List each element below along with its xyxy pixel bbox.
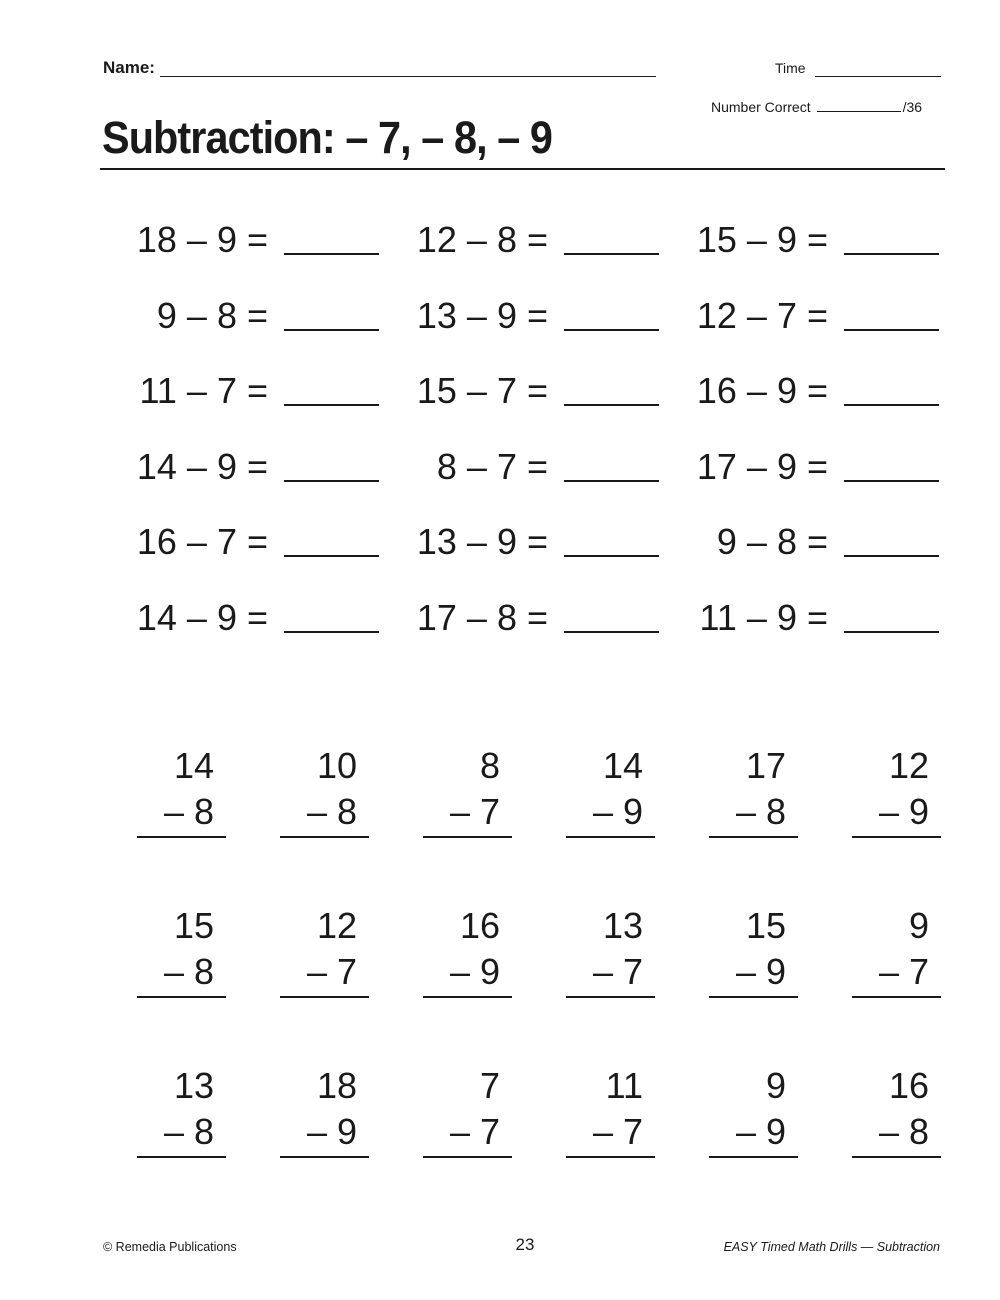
footer-copyright: © Remedia Publications (103, 1240, 237, 1254)
minuend: 13 (173, 1065, 214, 1106)
number-correct-label: Number Correct (711, 99, 811, 115)
vertical-problems (137, 744, 941, 1224)
vertical-problem (709, 744, 798, 904)
vertical-problem (709, 904, 798, 1064)
minuend: 7 (479, 1065, 500, 1106)
subtrahend: – 7 (592, 951, 643, 992)
answer-blank[interactable] (564, 253, 659, 255)
horizontal-problem (110, 520, 390, 596)
answer-line[interactable] (280, 996, 369, 998)
answer-line[interactable] (709, 1156, 798, 1158)
horizontal-problem (670, 520, 950, 596)
answer-blank[interactable] (564, 480, 659, 482)
horizontal-problem (390, 218, 670, 294)
horizontal-problem (110, 445, 390, 521)
answer-blank[interactable] (284, 329, 379, 331)
subtrahend: – 8 (163, 791, 214, 832)
time-label: Time (775, 60, 806, 76)
subtrahend: – 7 (878, 951, 929, 992)
problem-expression: 14 – 9 = (136, 445, 268, 487)
answer-blank[interactable] (844, 480, 939, 482)
answer-line[interactable] (423, 1156, 512, 1158)
answer-blank[interactable] (284, 631, 379, 633)
minuend: 18 (316, 1065, 357, 1106)
answer-blank[interactable] (284, 404, 379, 406)
minuend: 13 (602, 905, 643, 946)
vertical-problem (280, 744, 369, 904)
answer-line[interactable] (709, 996, 798, 998)
answer-blank[interactable] (844, 555, 939, 557)
subtrahend: – 7 (449, 791, 500, 832)
subtrahend: – 9 (878, 791, 929, 832)
subtrahend: – 9 (592, 791, 643, 832)
horizontal-problem (670, 445, 950, 521)
minuend: 9 (765, 1065, 786, 1106)
answer-line[interactable] (423, 996, 512, 998)
answer-line[interactable] (423, 836, 512, 838)
vertical-problem (566, 744, 655, 904)
subtrahend: – 8 (163, 951, 214, 992)
problem-expression: 13 – 9 = (416, 294, 548, 336)
time-field[interactable] (815, 76, 941, 77)
vertical-problem (566, 904, 655, 1064)
answer-blank[interactable] (284, 253, 379, 255)
vertical-problem (709, 1064, 798, 1224)
problem-expression: 17 – 8 = (416, 596, 548, 638)
title-divider (100, 168, 945, 170)
problem-expression: 16 – 9 = (696, 370, 828, 411)
answer-blank[interactable] (844, 329, 939, 331)
horizontal-problem (390, 369, 670, 445)
answer-blank[interactable] (564, 631, 659, 633)
horizontal-problem (390, 445, 670, 521)
problem-expression: 11 – 7 = (139, 370, 268, 411)
answer-line[interactable] (566, 1156, 655, 1158)
horizontal-problem (110, 218, 390, 294)
problem-expression: 8 – 7 = (436, 445, 548, 487)
number-correct (711, 99, 922, 115)
answer-line[interactable] (566, 996, 655, 998)
answer-line[interactable] (852, 996, 941, 998)
answer-blank[interactable] (284, 480, 379, 482)
problem-expression: 15 – 9 = (696, 219, 828, 260)
subtrahend: – 8 (163, 1111, 214, 1152)
horizontal-problem (110, 294, 390, 370)
answer-blank[interactable] (844, 404, 939, 406)
horizontal-problem (390, 294, 670, 370)
horizontal-problem (110, 596, 390, 672)
problem-expression: 16 – 7 = (136, 521, 268, 562)
answer-line[interactable] (852, 1156, 941, 1158)
subtrahend: – 8 (735, 791, 786, 832)
problem-expression: 12 – 7 = (696, 294, 828, 336)
answer-blank[interactable] (844, 253, 939, 255)
answer-line[interactable] (137, 1156, 226, 1158)
answer-blank[interactable] (564, 329, 659, 331)
minuend: 14 (602, 745, 643, 786)
minuend: 10 (316, 745, 357, 786)
problem-expression: 14 – 9 = (136, 596, 268, 638)
problem-expression: 11 – 9 = (699, 596, 828, 638)
minuend: 11 (605, 1065, 643, 1106)
answer-blank[interactable] (284, 555, 379, 557)
minuend: 8 (479, 745, 500, 786)
name-label: Name: (103, 58, 155, 77)
subtrahend: – 7 (306, 951, 357, 992)
vertical-problem (137, 744, 226, 904)
problem-expression: 13 – 9 = (416, 521, 548, 562)
answer-line[interactable] (137, 996, 226, 998)
vertical-problem (137, 1064, 226, 1224)
vertical-problem (852, 744, 941, 904)
vertical-problem (280, 904, 369, 1064)
vertical-problem (852, 904, 941, 1064)
horizontal-problem (670, 369, 950, 445)
name-field[interactable] (160, 76, 656, 77)
number-correct-total: /36 (902, 99, 923, 115)
answer-line[interactable] (852, 836, 941, 838)
minuend: 17 (745, 745, 786, 786)
problem-expression: 12 – 8 = (416, 219, 548, 260)
problem-expression: 15 – 7 = (416, 370, 548, 411)
subtrahend: – 9 (449, 951, 500, 992)
problem-expression: 18 – 9 = (136, 219, 268, 260)
minuend: 14 (173, 745, 214, 786)
answer-line[interactable] (566, 836, 655, 838)
vertical-problem (423, 904, 512, 1064)
problem-expression: 9 – 8 = (156, 294, 268, 336)
subtrahend: – 7 (449, 1111, 500, 1152)
page-title: Subtraction: – 7, – 8, – 9 (102, 112, 553, 163)
vertical-problem (566, 1064, 655, 1224)
minuend: 16 (459, 905, 500, 946)
minuend: 15 (745, 905, 786, 946)
minuend: 12 (888, 745, 929, 786)
problem-expression: 17 – 9 = (696, 445, 828, 487)
horizontal-problem (670, 596, 950, 672)
vertical-problem (423, 744, 512, 904)
horizontal-problems (110, 218, 950, 671)
horizontal-problem (670, 218, 950, 294)
subtrahend: – 8 (878, 1111, 929, 1152)
subtrahend: – 9 (735, 1111, 786, 1152)
subtrahend: – 9 (306, 1111, 357, 1152)
page-number: 23 (515, 1235, 535, 1254)
answer-line[interactable] (137, 836, 226, 838)
minuend: 9 (908, 905, 929, 946)
answer-blank[interactable] (844, 631, 939, 633)
minuend: 15 (173, 905, 214, 946)
answer-line[interactable] (709, 836, 798, 838)
horizontal-problem (670, 294, 950, 370)
answer-line[interactable] (280, 1156, 369, 1158)
minuend: 16 (888, 1065, 929, 1106)
footer-book-title: EASY Timed Math Drills — Subtraction (723, 1240, 940, 1254)
horizontal-problem (390, 596, 670, 672)
problem-expression: 9 – 8 = (716, 521, 828, 562)
minuend: 12 (316, 905, 357, 946)
vertical-problem (423, 1064, 512, 1224)
vertical-problem (280, 1064, 369, 1224)
vertical-problem (852, 1064, 941, 1224)
subtrahend: – 9 (735, 951, 786, 992)
answer-blank[interactable] (564, 555, 659, 557)
subtrahend: – 8 (306, 791, 357, 832)
answer-blank[interactable] (564, 404, 659, 406)
vertical-problem (137, 904, 226, 1064)
answer-line[interactable] (280, 836, 369, 838)
horizontal-problem (110, 369, 390, 445)
horizontal-problem (390, 520, 670, 596)
number-correct-field[interactable] (817, 110, 901, 112)
subtrahend: – 7 (592, 1111, 643, 1152)
